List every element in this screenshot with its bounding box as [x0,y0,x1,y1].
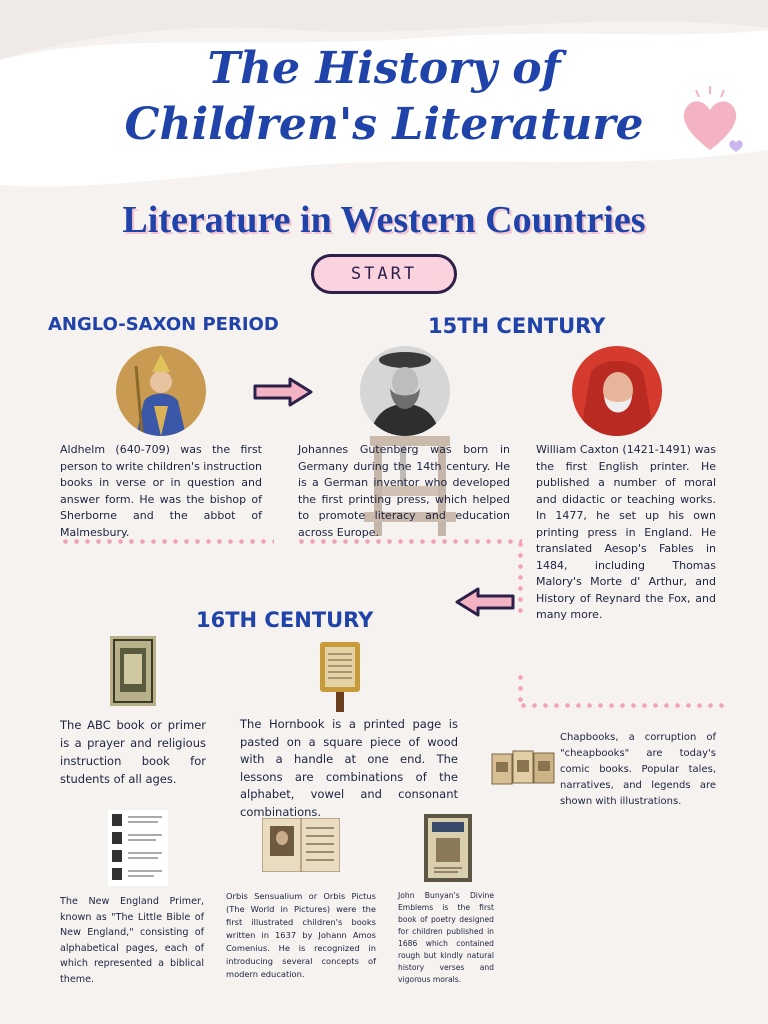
dotted-connector [60,539,274,544]
dotted-connector [296,539,522,544]
heart-decoration-icon [676,82,746,162]
arrow-left-icon [454,586,516,618]
caxton-portrait [572,346,662,436]
heading-15th-century: 15TH CENTURY [428,314,606,338]
hornbook-image [318,640,362,714]
section-subtitle: Literature in Western Countries [122,199,646,241]
dotted-connector [518,703,726,708]
chapbooks-image [490,748,556,788]
new-england-primer-description: The New England Primer, known as "The Little Bible of New England," consisting of alphabetical pages, each of which represented a biblical theme. [60,896,204,985]
gutenberg-portrait [360,346,450,436]
chapbooks-description: Chapbooks, a corruption of "cheapbooks" are today's comic books. Popular tales, narratives, and legends are shown with illustrations. [560,732,716,807]
aldhelm-description: Aldhelm (640-709) was the first person to write children's instruction books in verse or in question and answer form. He was the bishop of Sherborne and the abbot of Malmesbury. [60,443,262,539]
hornbook-description: The Hornbook is a printed page is pasted on a square piece of wood with a handle at one end. The lessons are combinations of the alphabet, vowel and consonant combinations. [240,717,458,819]
divine-emblems-description: John Bunyan's Divine Emblems is the first book of poetry designed for children published in 1686 which contained rough but kindly natural history verses and vigorous morals. [398,891,494,984]
dotted-connector [518,539,523,615]
abc-book-description: The ABC book or primer is a prayer and religious instruction book for students of all ages. [60,718,206,786]
heading-16th-century: 16TH CENTURY [196,608,374,632]
start-button[interactable]: START [311,254,457,294]
abc-book-image [110,636,156,706]
orbis-pictus-image [262,818,340,872]
page-title-line-1: The History of [207,43,561,94]
arrow-right-icon [252,376,314,408]
aldhelm-portrait [116,346,206,436]
new-england-primer-image [108,810,168,886]
orbis-pictus-description: Orbis Sensualium or Orbis Pictus (The World in Pictures) were the first illustrated children's books written in 1637 by Johann Amos Comenius. He is recognized in introducing several concepts of modern education. [226,891,376,979]
divine-emblems-image [424,814,472,882]
heading-anglo-saxon: ANGLO-SAXON PERIOD [48,314,279,335]
caxton-description: William Caxton (1421-1491) was the first English printer. He published a number of moral and didactic or teaching works. In 1477, he set up his own printing press in England. He translated Aesop's Fables in 1484, including Thomas Malory's Morte d' Arthur, and History of Reynard the Fox, and many more. [536,443,716,621]
gutenberg-description: Johannes Gutenberg was born in Germany during the 14th century. He is a German inventor who developed the first printing press, which helped to promote literacy and education across Europe. [298,443,510,539]
page-title-line-2: Children's Literature [124,99,644,150]
